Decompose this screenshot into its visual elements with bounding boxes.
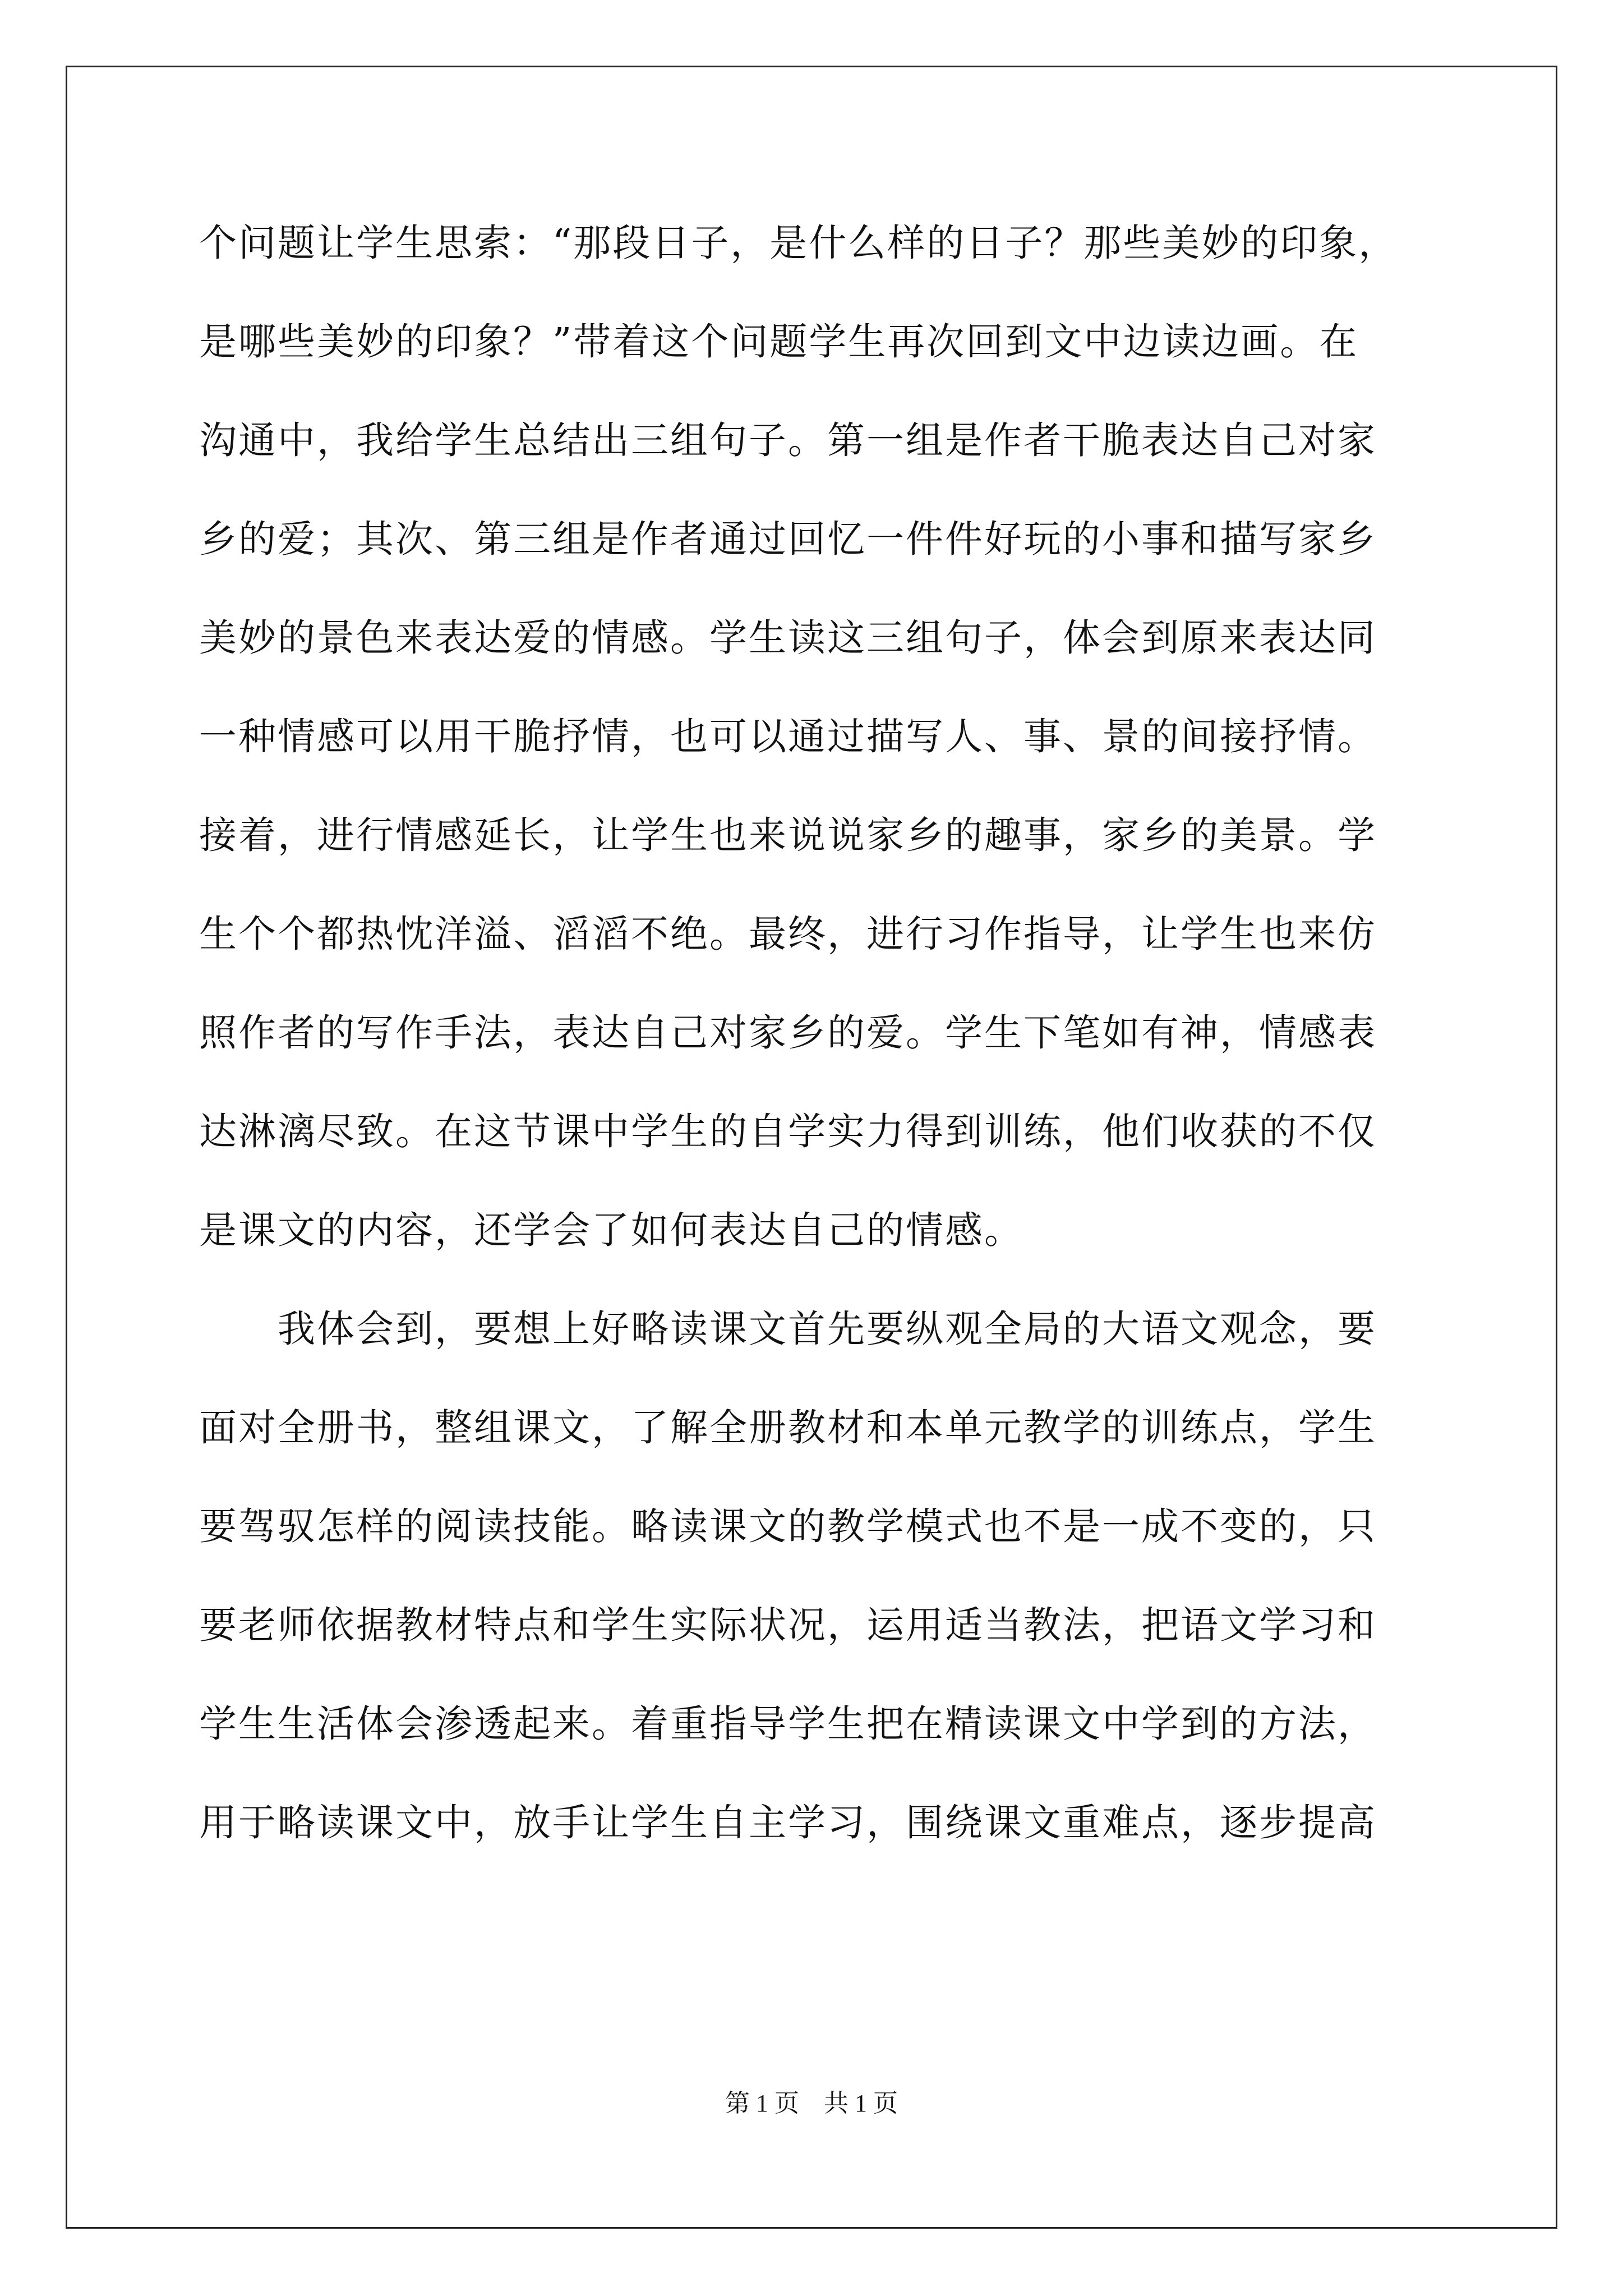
body-line: 生个个都热忱洋溢、滔滔不绝。最终，进行习作指导，让学生也来仿: [199, 912, 1377, 956]
body-line: 学生生活体会渗透起来。着重指导学生把在精读课文中学到的方法，: [199, 1702, 1377, 1746]
body-line: 要驾驭怎样的阅读技能。略读课文的教学模式也不是一成不变的，只: [199, 1504, 1377, 1548]
document-body: [199, 194, 1427, 1872]
body-line: 沟通中，我给学生总结出三组句子。第一组是作者干脆表达自己对家: [199, 418, 1377, 462]
body-line: 美妙的景色来表达爱的情感。学生读这三组句子，体会到原来表达同: [199, 616, 1377, 660]
body-line: 个问题让学生思索：“那段日子，是什么样的日子？那些美妙的印象，: [199, 221, 1398, 265]
body-line: 照作者的写作手法，表达自己对家乡的爱。学生下笔如有神，情感表: [199, 1011, 1377, 1055]
body-line: 达淋漓尽致。在这节课中学生的自学实力得到训练，他们收获的不仅: [199, 1110, 1377, 1153]
body-line: 是哪些美妙的印象？”带着这个问题学生再次回到文中边读边画。在: [199, 320, 1359, 364]
body-line: 用于略读课文中，放手让学生自主学习，围绕课文重难点，逐步提高: [199, 1801, 1377, 1844]
body-line: 接着，进行情感延长，让学生也来说说家乡的趣事，家乡的美景。学: [199, 813, 1377, 857]
page-number-footer: 第 1 页 共 1 页: [725, 2090, 898, 2117]
paragraph-first-line: 我体会到，要想上好略读课文首先要纵观全局的大语文观念，要: [278, 1307, 1377, 1351]
body-line: 面对全册书，整组课文，了解全册教材和本单元教学的训练点，学生: [199, 1406, 1377, 1450]
body-line: 是课文的内容，还学会了如何表达自己的情感。: [199, 1208, 1023, 1252]
body-line: 乡的爱；其次、第三组是作者通过回忆一件件好玩的小事和描写家乡: [199, 517, 1377, 561]
body-line: 一种情感可以用干脆抒情，也可以通过描写人、事、景的间接抒情。: [199, 715, 1377, 758]
body-line: 要老师依据教材特点和学生实际状况，运用适当教法，把语文学习和: [199, 1603, 1377, 1647]
